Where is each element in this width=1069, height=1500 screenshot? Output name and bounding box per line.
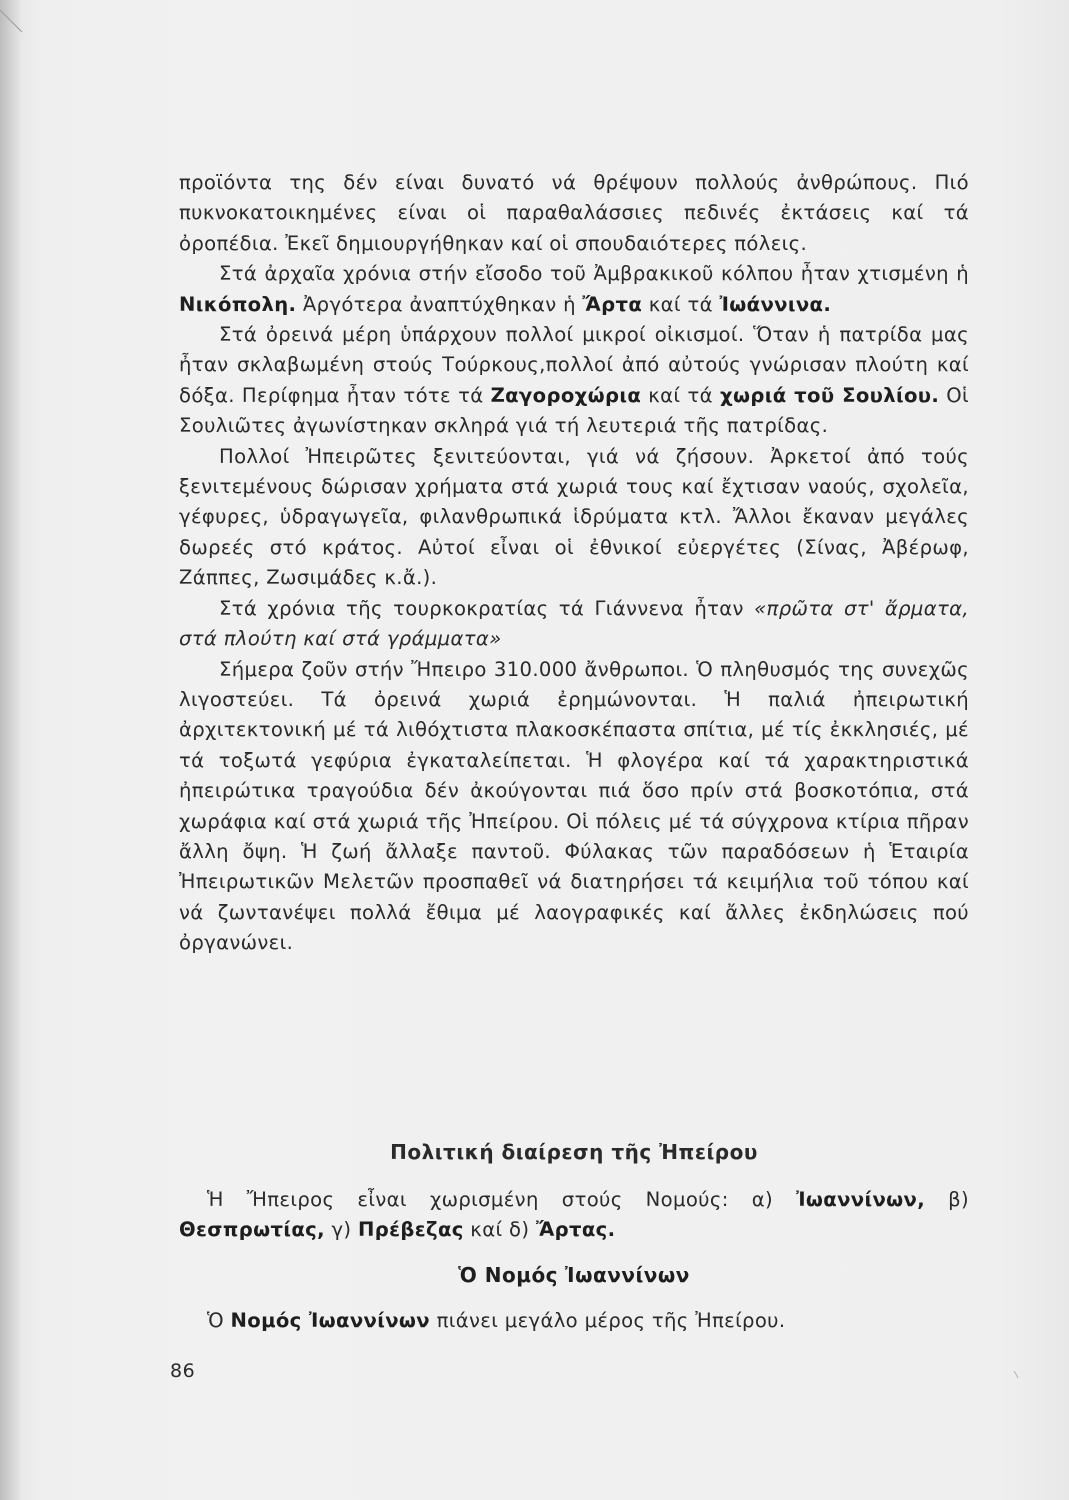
- text-run: Στά ἀρχαῖα χρόνια στήν εἴσοδο τοῦ Ἀμβρακικοῦ κόλπου ἦταν χτισμένη ἡ: [219, 262, 969, 286]
- bold-term: Ἰωάννινα.: [719, 292, 832, 316]
- section-heading-political-division: Πολιτική διαίρεση τῆς Ἠπείρου: [390, 1140, 758, 1164]
- paragraph: [179, 594, 969, 655]
- nomos-thesprotias: Θεσπρωτίας,: [179, 1218, 325, 1242]
- division-intro: Ἡ Ἤπειρος εἶναι χωρισμένη στούς Νομούς: α): [207, 1188, 797, 1211]
- text-run: Στά χρόνια τῆς τουρκοκρατίας τά Γιάννενα ἦταν: [219, 596, 755, 620]
- text-run: Στά ὀρεινά μέρη ὑπάρχουν πολλοί μικροί οἰκισμοί. Ὅταν ἡ πατρίδα μας ἦταν σκλαβωμένη στούς Τούρκους,πολλοί ἀπό αὐτούς γνώρισαν πλούτη καί δόξα. Περίφημα ἦταν τότε τά: [179, 323, 969, 407]
- nomos-paragraph: [179, 1306, 969, 1336]
- corner-fold-mark: [0, 0, 40, 40]
- nomos-rest: πιάνει μεγάλο μέρος τῆς Ἠπείρου.: [429, 1309, 786, 1332]
- paragraph: [179, 655, 969, 959]
- text-run: Ἀργότερα ἀναπτύχθηκαν ἡ: [296, 292, 583, 316]
- page-number: 86: [170, 1360, 196, 1382]
- paragraph: [179, 320, 969, 442]
- paragraph: [179, 168, 969, 259]
- bold-term: Νικόπολη.: [179, 292, 297, 316]
- nomos-start: Ὁ: [207, 1309, 231, 1332]
- bold-term: Ἄρτα: [582, 292, 643, 316]
- italic-quote: «πρῶτα στ' ἄρματα, στά πλούτη καί στά γράμματα»: [179, 596, 969, 651]
- nomos-bold: Νομός Ἰωαννίνων: [230, 1309, 430, 1332]
- nomos-ioanninon: Ἰωαννίνων,: [796, 1188, 926, 1211]
- section-heading-nomos-ioanninon: [179, 1263, 969, 1287]
- text-run: Σήμερα ζοῦν στήν Ἤπειρο 310.000 ἄνθρωποι. Ὁ πληθυσμός της συνεχῶς λιγοστεύει. Τά ὀρεινά χωριά ἐρημώνονται. Ἡ παλιά ἠπειρωτική ἀρχιτεκτονική μέ τά λιθόχτιστα πλακοσκέπαστα σπίτια, μέ τίς ἐκκλησιές, μέ τά τοξωτά γεφύρια ἐγκαταλείπεται. Ἡ φλογέρα καί τά χαρακτηριστικά ἠπειρώτικα τραγούδια δέν ἀκούγονται πιά ὅσο πρίν στά βοσκοτόπια, στά χωράφια καί στά χωριά τῆς Ἠπείρου. Οἱ πόλεις μέ τά σύγχρονα κτίρια πῆραν ἄλλη ὄψη. Ἡ ζωή ἄλλαξε παντοῦ. Φύλακας τῶν παραδόσεων ἡ Ἑταιρία Ἠπειρωτικῶν Μελετῶν προσπαθεῖ νά διατηρήσει τά κειμήλια τοῦ τόπου καί νά ζωντανέψει πολλά ἔθιμα μέ λαογραφικές καί ἄλλες ἐκδηλώσεις πού ὀργανώνει.: [179, 657, 969, 955]
- paragraph: [179, 259, 969, 320]
- division-c-label: γ): [324, 1218, 358, 1242]
- nomos-heading-prefix: Ὁ Νομός: [458, 1263, 559, 1287]
- division-paragraph: [179, 1185, 969, 1246]
- text-run: καί τά: [642, 292, 720, 316]
- text-run: Πολλοί Ἠπειρῶτες ξενιτεύονται, γιά νά ζήσουν. Ἀρκετοί ἀπό τούς ξενιτεμένους δώρισαν χρήματα στά χωριά τους καί ἔχτισαν ναούς, σχολεῖα, γέφυρες, ὑδραγωγεῖα, φιλανθρωπικά ἱδρύματα κτλ. Ἄλλοι ἔκαναν μεγάλες δωρεές στό κράτος. Αὐτοί εἶναι οἱ ἐθνικοί εὐεργέτες (Σίνας, Ἀβέρωφ, Ζάππες, Ζωσιμάδες κ.ἄ.).: [179, 444, 969, 590]
- division-b-label: β): [925, 1188, 969, 1211]
- bold-term: Ζαγοροχώρια: [490, 383, 642, 407]
- paper-speck: [1008, 1371, 1018, 1381]
- body-text: [179, 168, 969, 959]
- page-binding-shadow: [0, 0, 22, 1500]
- paragraph: [179, 442, 969, 594]
- bold-term: χωριά τοῦ Σουλίου.: [719, 383, 940, 407]
- nomos-heading-name: Ἰωαννίνων: [564, 1263, 690, 1287]
- division-d-label: καί δ): [463, 1218, 536, 1242]
- nomos-artas: Ἄρτας.: [535, 1218, 616, 1242]
- text-run: Οἱ Σουλιῶτες ἀγωνίστηκαν σκληρά γιά τή λευτεριά τῆς πατρίδας.: [179, 383, 969, 438]
- nomos-prevezas: Πρέβεζας: [358, 1218, 464, 1242]
- text-run: προϊόντα της δέν είναι δυνατό νά θρέψουν πολλούς ἀνθρώπους. Πιό πυκνοκατοικημένες είναι οἱ παραθαλάσσιες πεδινές ἐκτάσεις καί τά ὀροπέδια. Ἐκεῖ δημιουργήθηκαν καί οἱ σπουδαιότερες πόλεις.: [179, 171, 969, 255]
- text-run: καί τά: [641, 383, 720, 407]
